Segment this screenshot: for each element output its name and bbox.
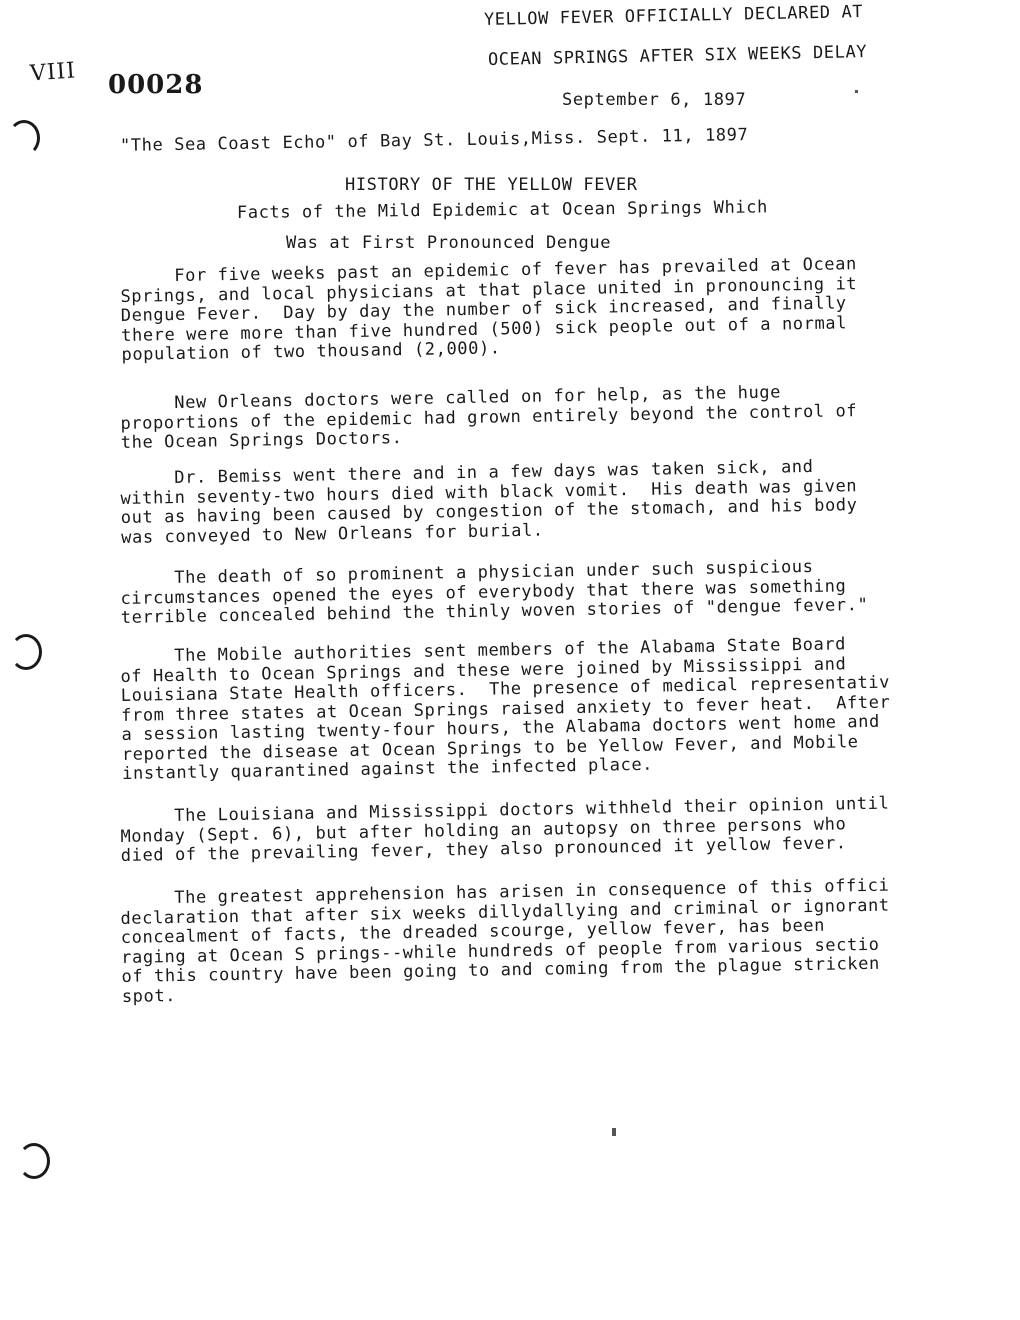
stray-ink-mark [855,90,858,93]
article-subtitle-line-2: Was at First Pronounced Dengue [286,233,612,253]
source-citation: "The Sea Coast Echo" of Bay St. Louis,Miss. Sept. 11, 1897 [119,125,749,156]
headline-line-1: YELLOW FEVER OFFICIALLY DECLARED AT [483,2,864,30]
headline-date: September 6, 1897 [562,90,747,110]
article-paragraph: For five weeks past an epidemic of fever has prevailed at Ocean Springs, and local physicians at that place united in pronouncing it Dengue Fever. Day by day the number of sick increased, and finally there were more than five hundred (500) sick people out of a normal population of two thousand (2,000). [119,254,858,365]
article-paragraph: The greatest apprehension has arisen in consequence of this offici declaration that after six weeks dillydallying and criminal or ignorant concealment of facts, the dreaded scourge, yellow fever, has been raging at Ocean S prings--while hundreds of people from various sectio of this country have been going to and coming from the plague stricken spot. [119,875,890,1007]
article-paragraph: The death of so prominent a physician under such suspicious circumstances opened the eyes of everybody that there was something terrible concealed behind the thinly woven stories of "dengue fever." [119,556,869,628]
roman-numeral-mark: VIII [29,58,77,87]
article-paragraph: Dr. Bemiss went there and in a few days was taken sick, and within seventy-two hours died with black vomit. His death was given out as having been caused by congestion of the stomach, and his body was conveyed to New Orleans for burial. [119,456,858,548]
article-subtitle-line-1: Facts of the Mild Epidemic at Ocean Springs Which [236,197,768,223]
article-paragraph: New Orleans doctors were called on for help, as the huge proportions of the epidemic had grown entirely beyond the control of the Ocean Springs Doctors. [119,382,858,453]
document-number: 00028 [108,70,204,100]
stray-ink-mark [612,1128,616,1136]
article-paragraph: The Mobile authorities sent members of the Alabama State Board of Health to Ocean Springs and these were joined by Mississippi and Louisiana State Health officers. The presence of medical representativ from three states at Ocean Springs raised anxiety to fever heat. After a session lasting twenty-four hours, the Alabama doctors went home and reported the disease at Ocean Springs to be Yellow Fever, and Mobile instantly quarantined against the infected place. [119,634,891,784]
headline-line-2: OCEAN SPRINGS AFTER SIX WEEKS DELAY [487,42,868,70]
punch-hole-mark [10,634,42,670]
article-title: HISTORY OF THE YELLOW FEVER [345,175,638,195]
article-paragraph: The Louisiana and Mississippi doctors withheld their opinion until Monday (Sept. 6), but after holding an autopsy on three persons who died of the prevailing fever, they also pronounced it yellow fever. [119,793,890,866]
punch-hole-mark [18,1143,50,1179]
punch-hole-mark [8,120,40,156]
